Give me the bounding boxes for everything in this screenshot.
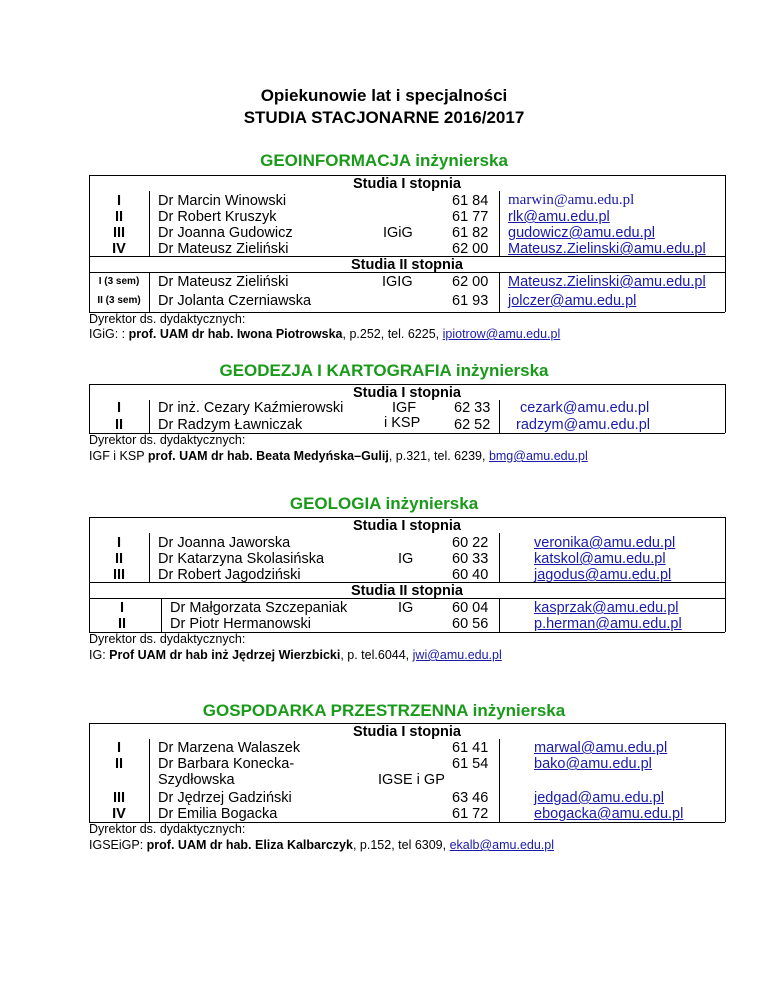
advisor-name-cont: Szydłowska	[158, 772, 235, 788]
email-link[interactable]: marwin@amu.edu.pl	[508, 192, 635, 208]
year-label: II	[114, 756, 124, 772]
director-info: , p.152, tel 6309,	[352, 838, 447, 852]
year-label: III	[112, 790, 126, 806]
advisor-name: Dr Piotr Hermanowski	[170, 616, 311, 632]
phone-ext: 61 82	[452, 225, 489, 241]
year-label: I	[116, 535, 122, 551]
section-title: GOSPODARKA PRZESTRZENNA inżynierska	[202, 701, 566, 720]
director-line	[89, 327, 560, 341]
year-label: III	[112, 567, 126, 583]
email-link[interactable]: veronika@amu.edu.pl	[534, 535, 676, 551]
phone-ext: 60 22	[452, 535, 489, 551]
director-label: Dyrektor ds. dydaktycznych:	[89, 312, 246, 326]
phone-ext: 60 33	[452, 551, 489, 567]
director-line	[89, 449, 588, 463]
phone-ext: 60 56	[452, 616, 489, 632]
level-label: Studia I stopnia	[353, 724, 461, 740]
email-link[interactable]: jagodus@amu.edu.pl	[534, 567, 672, 583]
level-label: Studia I stopnia	[353, 518, 461, 534]
level-label: Studia I stopnia	[353, 176, 461, 192]
advisor-name: Dr Mateusz Zieliński	[158, 241, 289, 257]
level-label: Studia II stopnia	[351, 583, 463, 599]
institute-code: IG	[398, 600, 414, 616]
section-title: GEODEZJA I KARTOGRAFIA inżynierska	[219, 361, 549, 380]
advisor-name: Dr Emilia Bogacka	[158, 806, 278, 822]
director-name: Prof UAM dr hab inż Jędrzej Wierzbicki	[109, 648, 341, 662]
year-label: II	[114, 551, 124, 567]
year-label: I	[116, 193, 122, 209]
year-label: II	[114, 209, 124, 225]
director-name: prof. UAM dr hab. Eliza Kalbarczyk	[146, 838, 353, 852]
phone-ext: 62 00	[452, 274, 489, 290]
year-label: III	[112, 225, 126, 241]
email-text[interactable]: radzym@amu.edu.pl	[516, 417, 650, 433]
email-text[interactable]: cezark@amu.edu.pl	[520, 400, 650, 416]
phone-ext: 60 40	[452, 567, 489, 583]
advisor-name: Dr inż. Cezary Kaźmierowski	[158, 400, 344, 416]
year-label: I	[119, 600, 125, 616]
section-title: GEOINFORMACJA inżynierska	[260, 151, 508, 170]
director-email[interactable]: ekalb@amu.edu.pl	[449, 838, 555, 852]
advisor-name: Dr Małgorzata Szczepaniak	[170, 600, 348, 616]
page-subtitle: STUDIA STACJONARNE 2016/2017	[243, 108, 525, 127]
phone-ext: 62 33	[454, 400, 491, 416]
director-name: prof. UAM dr hab. Beata Medyńska–Gulij	[147, 449, 389, 463]
phone-ext: 61 77	[452, 209, 489, 225]
year-label: II (3 sem)	[97, 295, 141, 306]
institute-code: IG	[398, 551, 414, 567]
advisor-name: Dr Jędrzej Gadziński	[158, 790, 292, 806]
year-label: I	[116, 740, 122, 756]
phone-ext: 63 46	[452, 790, 489, 806]
advisor-name: Dr Joanna Gudowicz	[158, 225, 293, 241]
director-email[interactable]: jwi@amu.edu.pl	[412, 648, 502, 662]
institute-code: IGSE i GP	[378, 772, 445, 788]
year-label: IV	[112, 806, 126, 822]
phone-ext: 61 93	[452, 293, 489, 309]
email-link[interactable]: gudowicz@amu.edu.pl	[508, 225, 655, 241]
year-label: II	[114, 417, 124, 433]
director-name: prof. UAM dr hab. Iwona Piotrowska	[128, 327, 343, 341]
email-link[interactable]: jedgad@amu.edu.pl	[534, 790, 665, 806]
email-link[interactable]: katskol@amu.edu.pl	[534, 551, 666, 567]
advisor-name: Dr Jolanta Czerniawska	[158, 293, 312, 309]
phone-ext: 62 00	[452, 241, 489, 257]
level-label: Studia I stopnia	[353, 385, 461, 401]
email-link[interactable]: kasprzak@amu.edu.pl	[534, 600, 679, 616]
phone-ext: 61 84	[452, 193, 489, 209]
institute-code: IGF	[392, 400, 417, 416]
email-link[interactable]: marwal@amu.edu.pl	[534, 740, 668, 756]
advisor-name: Dr Robert Jagodziński	[158, 567, 301, 583]
phone-ext: 61 54	[452, 756, 489, 772]
level-label: Studia II stopnia	[351, 257, 463, 273]
email-link[interactable]: rlk@amu.edu.pl	[508, 209, 610, 225]
director-label: Dyrektor ds. dydaktycznych:	[89, 433, 246, 447]
director-prefix: IGF i KSP	[89, 449, 145, 463]
email-link[interactable]: Mateusz.Zielinski@amu.edu.pl	[508, 241, 706, 257]
advisor-name: Dr Marcin Winowski	[158, 193, 287, 209]
year-label: I (3 sem)	[98, 276, 140, 287]
director-info: , p.252, tel. 6225,	[342, 327, 440, 341]
advisor-name: Dr Mateusz Zieliński	[158, 274, 289, 290]
director-info: , p. tel.6044,	[340, 648, 410, 662]
institute-code: i KSP	[384, 415, 421, 431]
page-title: Opiekunowie lat i specjalności	[260, 86, 508, 105]
director-email[interactable]: bmg@amu.edu.pl	[488, 449, 588, 463]
advisor-name: Dr Joanna Jaworska	[158, 535, 291, 551]
director-email[interactable]: ipiotrow@amu.edu.pl	[442, 327, 561, 341]
director-prefix: IGSEiGP:	[89, 838, 144, 852]
email-link[interactable]: Mateusz.Zielinski@amu.edu.pl	[508, 274, 706, 290]
advisor-name: Dr Robert Kruszyk	[158, 209, 277, 225]
advisor-name: Dr Katarzyna Skolasińska	[158, 551, 325, 567]
year-label: I	[116, 400, 122, 416]
phone-ext: 62 52	[454, 417, 491, 433]
email-link[interactable]: jolczer@amu.edu.pl	[508, 293, 637, 309]
email-link[interactable]: p.herman@amu.edu.pl	[534, 616, 682, 632]
director-info: , p.321, tel. 6239,	[388, 449, 486, 463]
director-prefix: IGiG: :	[89, 327, 126, 341]
director-line	[89, 838, 554, 852]
director-label: Dyrektor ds. dydaktycznych:	[89, 822, 246, 836]
advisor-name: Dr Marzena Walaszek	[158, 740, 301, 756]
phone-ext: 60 04	[452, 600, 489, 616]
phone-ext: 61 41	[452, 740, 489, 756]
phone-ext: 61 72	[452, 806, 489, 822]
email-link[interactable]: ebogacka@amu.edu.pl	[534, 806, 684, 822]
year-label: II	[117, 616, 127, 632]
email-link[interactable]: bako@amu.edu.pl	[534, 756, 652, 772]
advisor-name: Dr Barbara Konecka-	[158, 756, 295, 772]
institute-code: IGiG	[383, 225, 413, 241]
director-prefix: IG:	[89, 648, 106, 662]
director-label: Dyrektor ds. dydaktycznych:	[89, 632, 246, 646]
year-label: IV	[112, 241, 126, 257]
advisor-name: Dr Radzym Ławniczak	[158, 417, 303, 433]
section-title: GEOLOGIA inżynierska	[289, 494, 479, 513]
director-line	[89, 648, 502, 662]
institute-code: IGIG	[382, 274, 413, 290]
